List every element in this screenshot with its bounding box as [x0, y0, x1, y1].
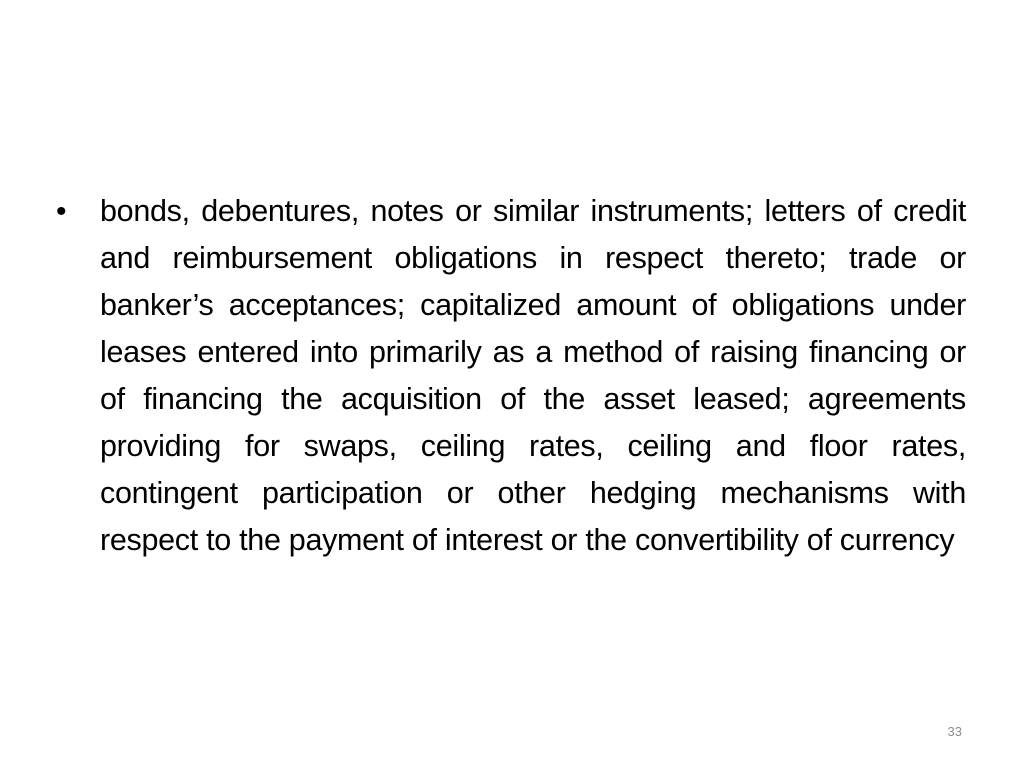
bullet-list [56, 188, 966, 564]
bullet-icon: • [56, 195, 67, 228]
bullet-item [56, 188, 966, 564]
bullet-text: bonds, debentures, notes or similar instruments; letters of credit and reimbursement obligations in respect thereto; trade or banker’s acceptances; capitalized amount of obligations under leases entered into primarily as a method of raising financing or of financing the acquisition of the asset leased; agreements providing for swaps, ceiling rates, ceiling and floor rates, contingent participation or other hedging mechanisms with respect to the payment of interest or the convertibility of currency [100, 194, 966, 557]
page-number: 33 [947, 724, 962, 739]
